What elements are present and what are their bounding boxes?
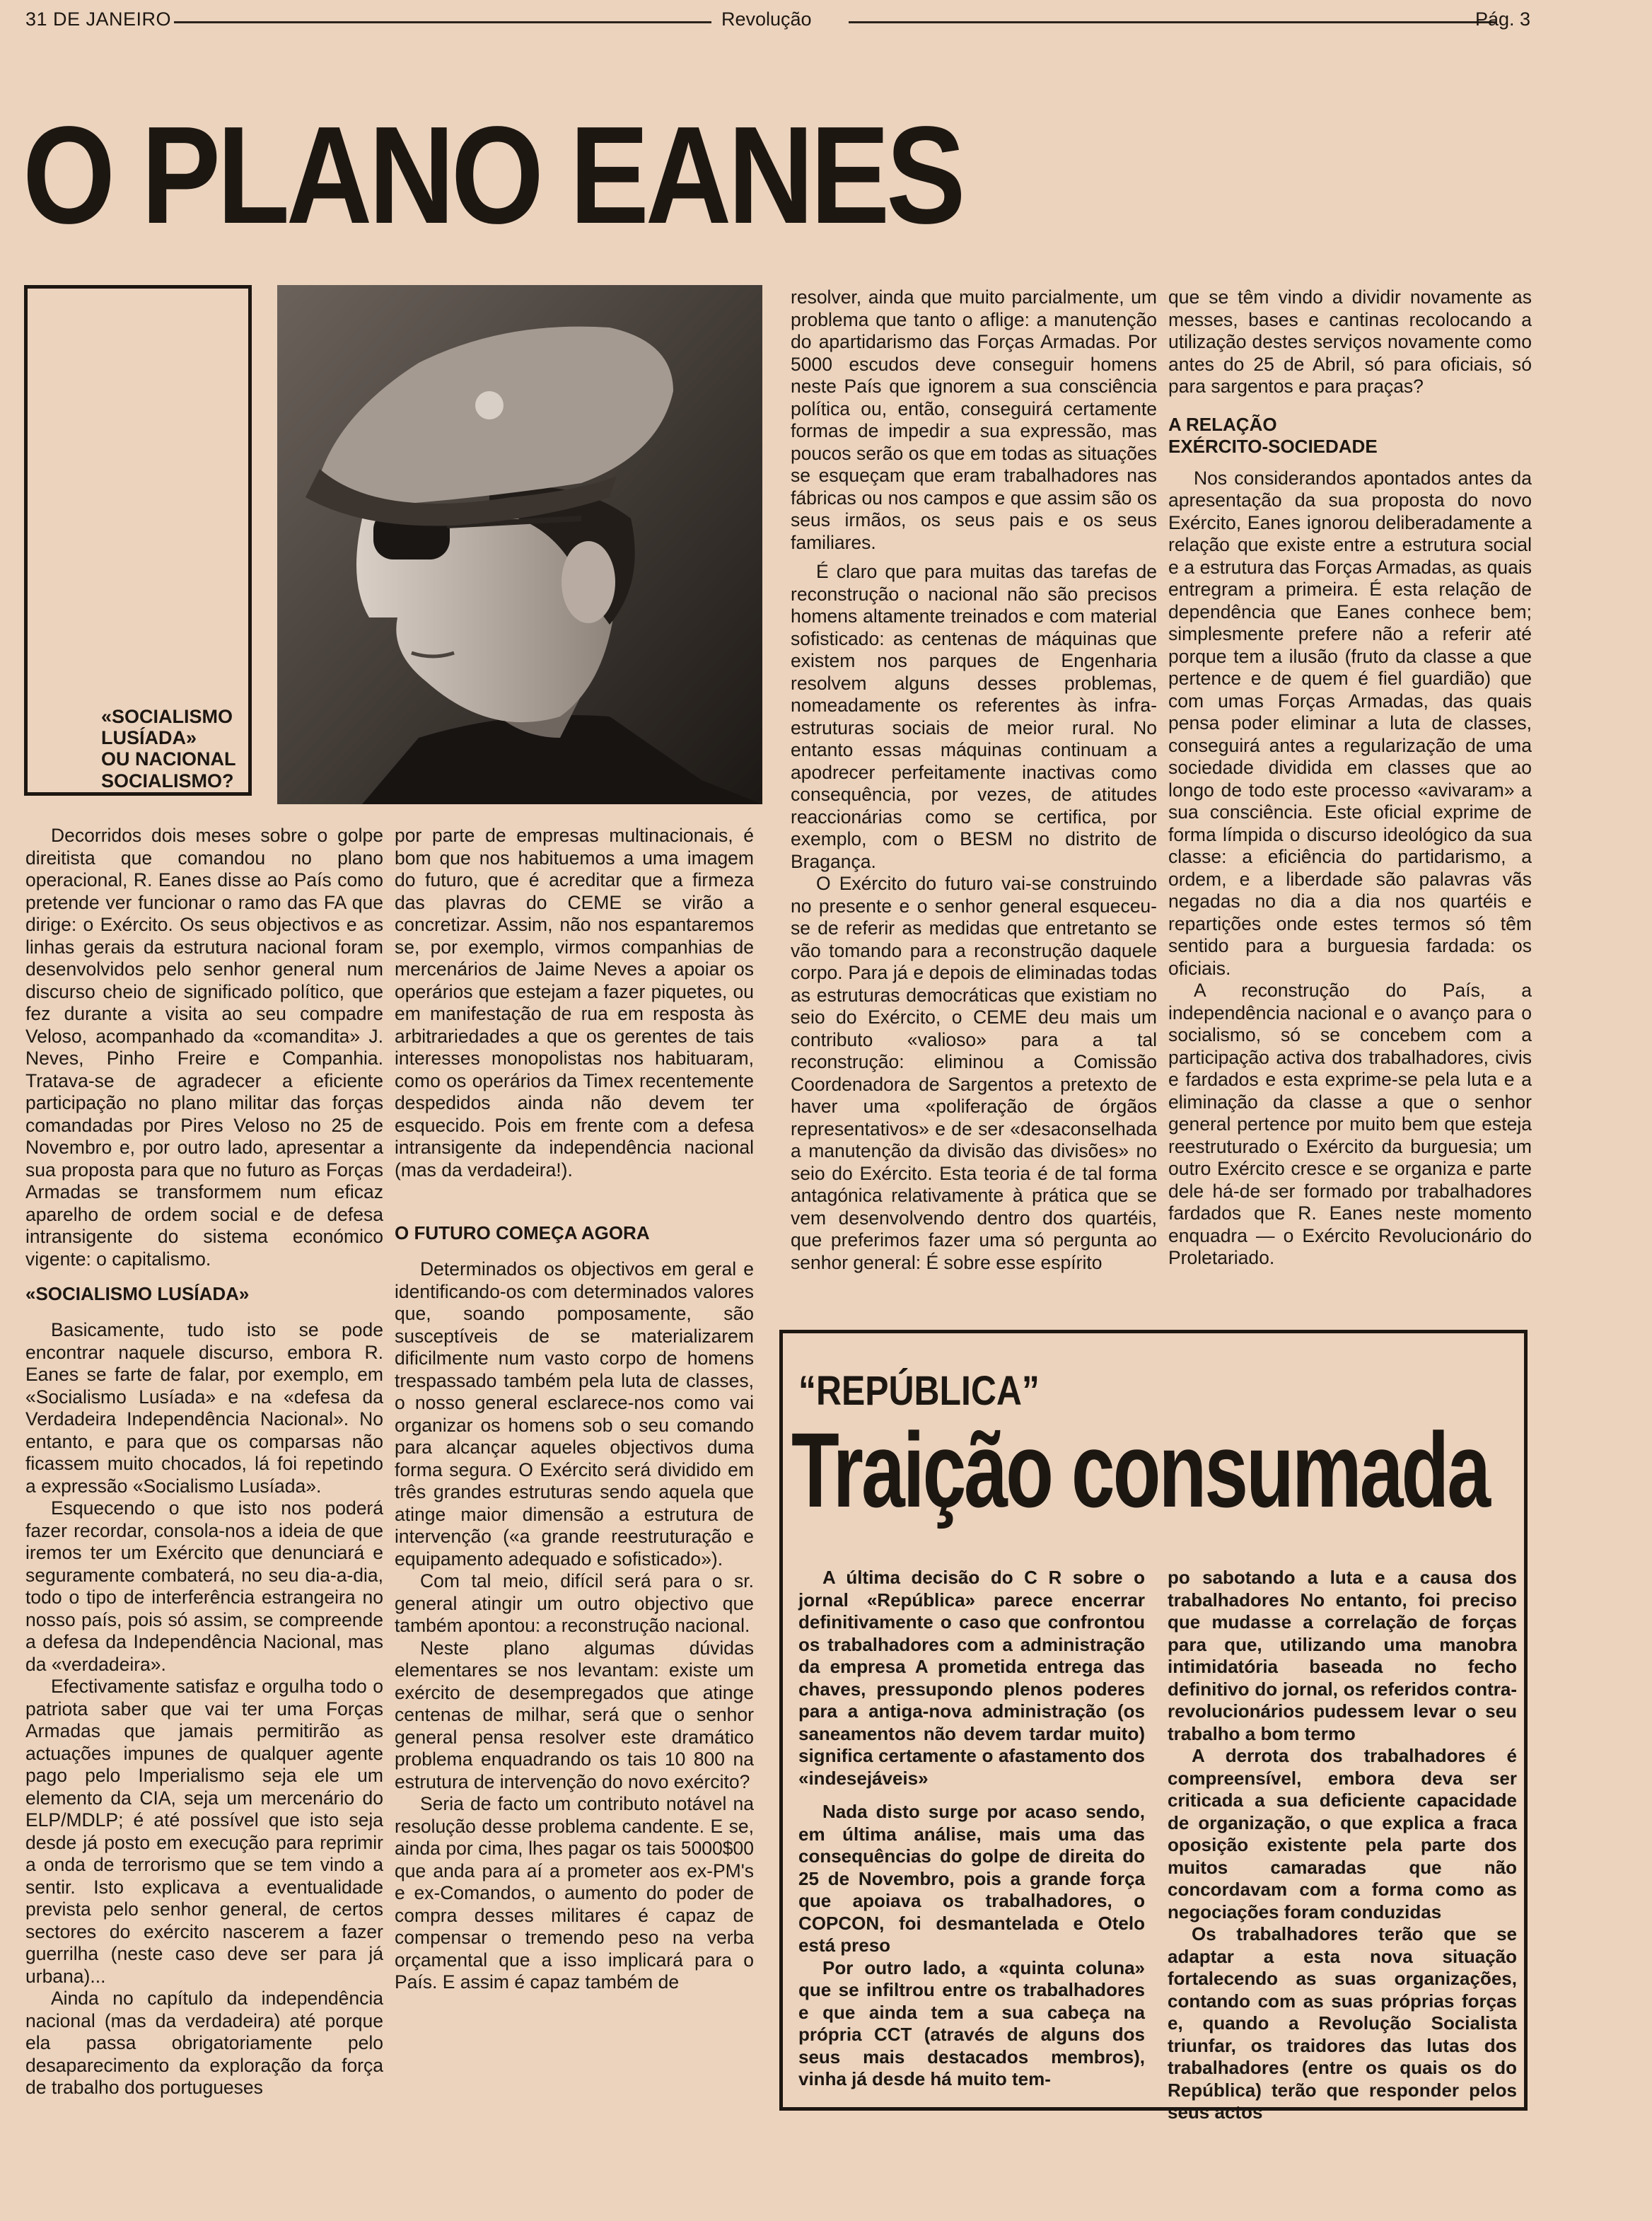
caption-text: «SOCIALISMO LUSÍADA» OU NACIONAL SOCIALISMO? xyxy=(101,706,236,791)
paragraph: Basicamente, tudo isto se pode encontrar naquele discurso, embora R. Eanes se farte de falar, por exemplo, em «Socialismo Lusíada» e na «defesa da Verdadeira Independência Nacional». No entanto, e para que os comparsas não ficassem muito chocados, lá foi repetindo a expressão «Socialismo Lusíada». xyxy=(25,1319,383,1497)
issue-date: 31 DE JANEIRO xyxy=(25,8,172,30)
paragraph: resolver, ainda que muito parcialmente, um problema que tanto o aflige: a manutenção do apartidarismo das Forças Armadas. Por 5000 escudos deve conseguir homens neste País que ignorem a sua consciência política ou, então, conseguirá certamente formas de impedir a sua expressão, mas poucos serão os que em todas as situações se esqueçam que eram trabalhadores nas fábricas ou nos campos e que assim são os seus irmãos, os seus pais e os seus familiares. xyxy=(791,286,1157,553)
caption-box xyxy=(24,285,252,796)
article-column-4 xyxy=(1168,286,1532,1270)
republica-box xyxy=(779,1330,1528,2123)
paragraph: que se têm vindo a dividir novamente as messes, bases e cantinas recolocando a utilização destes serviços novamente como antes do 25 de Abril, só para oficiais, só para sargentos e para praças? xyxy=(1168,286,1532,397)
article-column-1 xyxy=(25,825,383,2099)
article-column-3 xyxy=(791,286,1157,1274)
portrait-illustration xyxy=(277,285,762,804)
paragraph: Os trabalhadores terão que se adaptar a esta nova situação fortalecendo as suas organizações, contando com as suas próprias forças e, quando a Revolução Socialista triunfar, os traidores das lutas dos trabalhadores (entre os quais os do República) terão que responder pelos seus actos xyxy=(1168,1923,1517,2123)
header-rule-left xyxy=(174,21,711,23)
paragraph: Decorridos dois meses sobre o golpe direitista que comandou no plano operacional, R. Eanes disse ao País como pretende ver funcionar o ramo das FA que dirige: o Exército. Os seus objectivos e as linhas gerais da estrutura nacional foram desenvolvidos pelo senhor general num discurso cheio de significado político, que fez durante a visita ao seu compadre Veloso, acompanhado da «comandita» J. Neves, Pinho Freire e Companhia. Tratava-se de agradecer a eficiente participação no plano militar das forças comandadas por Pires Veloso no 25 de Novembro e, por outro lado, apresentar a sua proposta para que no futuro as Forças Armadas se transformem num eficaz aparelho de ordem social e de defesa intransigente do sistema económico vigente: o capitalismo. xyxy=(25,825,383,1270)
paragraph: po sabotando a luta e a causa dos trabalhadores No entanto, foi preciso que mudasse a correlação de forças para que, utilizando uma manobra intimidatória baseada no fecho definitivo do jornal, os referidos contra-revolucionários pudessem levar o seu trabalho a bom termo xyxy=(1168,1567,1517,1744)
paragraph: O Exército do futuro vai-se construindo no presente e o senhor general esqueceu-se de referir as medidas que entretanto se vão tomando para a reconstrução daquele corpo. Para já e depois de eliminadas todas as estruturas democráticas que existiam no seio do Exército, o CEME deu mais um contributo «valioso» para a tal reconstrução: eliminou a Comissão Coordenadora de Sargentos a pretexto de haver uma «poliferação de órgãos representativos» e de ser «desaconselhada a manutenção da divisão das divisões» no seio do Exército. Esta teoria é de tal forma antagónica relativamente à prática que se vem desenvolvendo dentro dos quartéis, que preferimos fazer uma só pergunta ao senhor general: É sobre esse espírito xyxy=(791,873,1157,1273)
paragraph: A última decisão do C R sobre o jornal «República» parece encerrar definitivamente o caso que confrontou os trabalhadores com a administração da empresa A prometida entrega das chaves, pressupondo plenos poderes para a antiga-nova administração (os saneamentos não devem tardar muito) significa certamente o afastamento dos «indesejáveis» xyxy=(798,1567,1145,1789)
paragraph: Ainda no capítulo da independência nacional (mas da verdadeira) até porque ela passa obrigatoriamente pelo desaparecimento da exploração da força de trabalho dos portugueses xyxy=(25,1988,383,2098)
paragraph: Com tal meio, difícil será para o sr. general atingir um outro objectivo que também apontou: a reconstrução nacional. xyxy=(395,1570,754,1636)
box-kicker: “REPÚBLICA” xyxy=(798,1368,1040,1414)
box-column-1 xyxy=(798,1567,1145,2091)
paragraph: Efectivamente satisfaz e orgulha todo o patriota saber que vai ter uma Forças Armadas que jamais permitirão as actuações impunes de qualquer agente pago pelo Imperialismo seja ele um elemento da CIA, seja um mercenário do ELP/MDLP; é até possível que isto seja desde já posto em execução para reprimir a onda de terrorismo que se tem vindo a sentir. Isto explicava a eventualidade prevista pelo senhor general, de certos sectores do exército nascerem a fazer guerrilha (neste caso deve ser para já urbana)... xyxy=(25,1676,383,1987)
section-subhead: A RELAÇÃO EXÉRCITO-SOCIEDADE xyxy=(1168,413,1378,457)
paragraph: Determinados os objectivos em geral e identificando-os com determinados valores que, soando pomposamente, são susceptíveis de se materializarem dificilmente num vasto corpo de homens trespassado também pela luta de classes, o nosso general esclarece-nos como vai organizar os homens sob o seu comando para alcançar aqueles objectivos duma forma segura. O Exército será dividido em três grandes estruturas sendo aquela que atinge maior dimensão a estrutura de intervenção («a grande reestruturação e equipamento adequado e sofisticado»). xyxy=(395,1258,754,1570)
portrait-photo xyxy=(277,285,762,804)
paragraph: Nada disto surge por acaso sendo, em última análise, mais uma das consequências do golpe de direita do 25 de Novembro, pois a grande força que apoiava os trabalhadores, o COPCON, foi desmantelada e Otelo está preso xyxy=(798,1801,1145,1956)
box-column-2 xyxy=(1168,1567,1517,2124)
box-headline: Traição consumada xyxy=(791,1410,1489,1529)
article-column-2 xyxy=(395,825,754,1994)
paragraph: Seria de facto um contributo notável na resolução desse problema candente. E se, ainda por cima, lhes pagar os tais 5000$00 que anda para aí a prometer aos ex-PM's e ex-Comandos, o aumento do poder de compra desses militares é capaz de compensar o tremendo peso na verba orçamental que a isso implicará para o País. E assim é capaz também de xyxy=(395,1793,754,1993)
paragraph: por parte de empresas multinacionais, é bom que nos habituemos a uma imagem do futuro, que é acreditar que a firmeza das plavras do CEME se virão a concretizar. Assim, não nos espantaremos se, por exemplo, virmos companhias de mercenários de Jaime Neves a apoiar os operários que estejam a fazer piquetes, ou em manifestação de rua em resposta às arbitrariedades a que os gerentes de tais interesses monopolistas nos habituaram, como os operários da Timex recentemente despedidos ainda não devem ter esquecido. Pois em frente com a defesa intransigente da independência nacional (mas da verdadeira!). xyxy=(395,825,754,1181)
section-subhead: O FUTURO COMEÇA AGORA xyxy=(395,1222,650,1243)
page-number: Pág. 3 xyxy=(1474,8,1530,30)
newspaper-name: Revolução xyxy=(721,8,812,30)
paragraph: A reconstrução do País, a independência nacional e o avanço para o socialismo, só se concebem com a participação activa dos trabalhadores, civis e fardados e esta exprime-se pela luta e a eliminação da classe a que o senhor general pertence por muito bem que esteja reestruturado o Exército da burguesia; um outro Exército cresce e se organiza e parte dele há-de ser formado por trabalhadores fardados que R. Eanes neste momento enquadra — o Exército Revolucionário do Proletariado. xyxy=(1168,980,1532,1268)
paragraph: A derrota dos trabalhadores é compreensível, embora deva ser criticada a sua deficiente capacidade de organização, o que explica a fraca oposição existente pela parte dos muitos camaradas que não concordavam com a forma como as negociações foram conduzidas xyxy=(1168,1745,1517,1923)
paragraph: Por outro lado, a «quinta coluna» que se infiltrou entre os trabalhadores e que ainda tem a sua cabeça na própria CCT (através de alguns dos seus mais destacados membros), vinha já desde há muito tem- xyxy=(798,1956,1145,2089)
paragraph: É claro que para muitas das tarefas de reconstrução o nacional não são precisos homens altamente treinados e com material sofisticado: as centenas de máquinas que existem nos parques de Engenharia resolvem alguns desses problemas, nomeadamente os referentes às infra-estruturas sociais de meior rural. No entanto essas máquinas continuam a apodrecer perfeitamente inactivas como consequência, por vezes, de atitudes reaccionárias como se certifica, por exemplo, com o BESM no distrito de Bragança. xyxy=(791,561,1157,872)
header-rule-right xyxy=(849,21,1496,23)
section-subhead: «SOCIALISMO LUSÍADA» xyxy=(25,1283,250,1304)
paragraph: Nos considerandos apontados antes da apresentação da sua proposta do novo Exército, Eanes ignorou deliberadamente a relação que existe entre a estrutura social e a estrutura das Forças Armadas, as quais entregram a primeira. É esta relação de dependência que Eanes conhece bem; simplesmente prefere não a referir até porque tem a ilusão (fruto da classe a que pertence e de quem é fiel guardião) que com umas Forças Armadas, das quais pensa poder eliminar a luta de classes, conseguirá antes a regularização de uma sociedade dividida em classes que ao longo de todo este processo «avivaram» a sua consciência. Este oficial exprime de forma límpida o discurso ideológico da sua classe: a eficiência do partidarismo, a ordem, e a liberdade são palavras vãs negadas no dia a dia nos quartéis e repartições onde estes termos só têm sentido para a burguesia fardada: os oficiais. xyxy=(1168,467,1532,979)
paragraph: Esquecendo o que isto nos poderá fazer recordar, consola-nos a ideia de que iremos ter um Exército que denunciará e seguramente combaterá, no seu dia-a-dia, todo o tipo de interferência estrangeira no nosso país, pois só assim, se compreende a defesa da Independência Nacional, mas da «verdadeira». xyxy=(25,1497,383,1675)
page-header xyxy=(25,8,1530,37)
paragraph: Neste plano algumas dúvidas elementares se nos levantam: existe um exército de desempregados que atinge centenas de milhar, será que o senhor general pensa resolver este dramático problema enquadrando os tais 10 800 na estrutura de intervenção do novo exército? xyxy=(395,1637,754,1792)
main-headline: O PLANO EANES xyxy=(23,98,962,253)
